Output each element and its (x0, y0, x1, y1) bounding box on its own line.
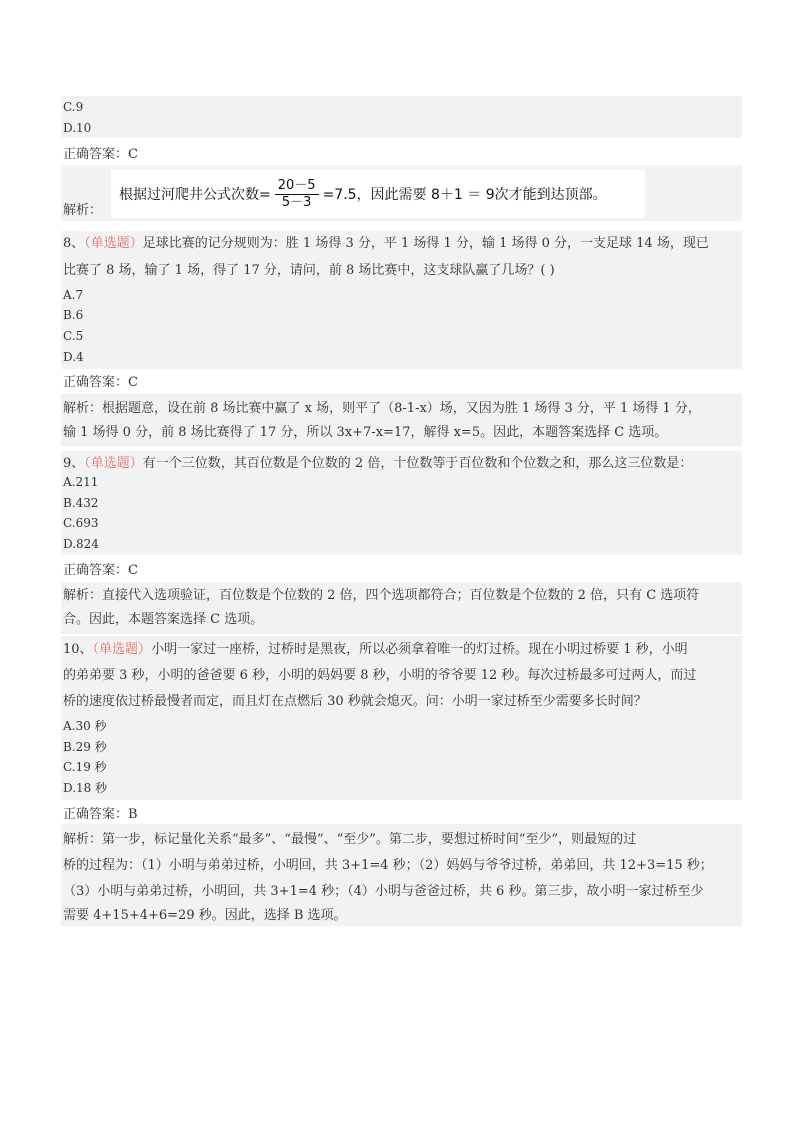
question-text: 足球比赛的记分规则为：胜 1 场得 3 分，平 1 场得 1 分，输 1 场得 0 分，一支足球 14 场，现已 (142, 236, 709, 251)
option-c: C.19 秒 (63, 760, 107, 774)
question-10-block (61, 636, 742, 800)
question-text: 小明一家过一座桥，过桥时是黑夜，所以必须拿着唯一的灯过桥。现在小明过桥要 1 秒，小明 (151, 642, 688, 657)
question-number: 9、 (63, 456, 85, 471)
formula-tail: =7.5，因此需要 8＋1 ＝ 9次才能到达顶部。 (322, 187, 607, 203)
question-type-tag: （单选题） (84, 236, 143, 251)
formula-denominator: 5－3 (281, 194, 312, 210)
analysis-line-2: 合。因此，本题答案选择 C 选项。 (63, 612, 264, 627)
option-d: D.824 (63, 537, 99, 551)
options-block (61, 96, 742, 138)
option-a: A.30 秒 (63, 719, 107, 733)
question-number: 8、 (63, 236, 85, 251)
formula-image (111, 170, 645, 218)
question-8-line-1 (63, 234, 709, 254)
analysis-line-1: 解析：根据题意，设在前 8 场比赛中赢了 x 场，则平了（8-1-x）场，又因为胜 1 场得 3 分，平 1 场得 1 分， (63, 401, 701, 416)
correct-answer: 正确答案：C (63, 147, 138, 162)
formula-fraction (275, 178, 319, 211)
question-number: 10、 (63, 642, 93, 657)
option-d: D.18 秒 (63, 781, 108, 795)
analysis-line-4: 需要 4+15+4+6=29 秒。因此，选择 B 选项。 (63, 908, 347, 923)
analysis-label: 解析： (63, 203, 103, 218)
option-a: A.7 (63, 288, 84, 302)
question-type-tag: （单选题） (84, 456, 143, 471)
option-c: C.693 (63, 516, 99, 530)
option-b: B.432 (63, 496, 99, 510)
analysis-line-3: （3）小明与弟弟过桥，小明回，共 3+1=4 秒；（4）小明与爸爸过桥，共 6 秒。第三步，故小明一家过桥至少 (63, 884, 704, 899)
question-8-line-2: 比赛了 8 场，输了 1 场，得了 17 分，请问，前 8 场比赛中，这支球队赢了几场？( ) (63, 263, 555, 278)
question-10-line-1 (63, 640, 688, 660)
analysis-line-2: 桥的过程为：（1）小明与弟弟过桥，小明回，共 3+1=4 秒；（2）妈妈与爷爷过桥，弟弟回，共 12+3=15 秒； (63, 858, 713, 873)
option-b: B.29 秒 (63, 740, 107, 754)
formula-numerator: 20－5 (275, 178, 319, 195)
option-d: D.10 (63, 121, 92, 135)
correct-answer: 正确答案：C (63, 563, 138, 578)
option-d: D.4 (63, 350, 84, 364)
correct-answer: 正确答案：B (63, 807, 138, 822)
analysis-line-1: 解析：直接代入选项验证，百位数是个位数的 2 倍，四个选项都符合；百位数是个位数的 2 倍，只有 C 选项符 (63, 588, 700, 603)
question-type-tag: （单选题） (92, 642, 152, 657)
question-10-line-2: 的弟弟要 3 秒，小明的爸爸要 6 秒，小明的妈妈要 8 秒，小明的爷爷要 12 秒。每次过桥最多可过两人，而过 (63, 668, 697, 683)
option-c: C.9 (63, 100, 84, 114)
question-9-line-1 (63, 454, 692, 474)
option-b: B.6 (63, 308, 84, 322)
formula-lead: 根据过河爬井公式次数= (119, 187, 271, 203)
question-10-line-3: 桥的速度依过桥最慢者而定，而且灯在点燃后 30 秒就会熄灭。问：小明一家过桥至少需要多长时间？ (63, 694, 647, 709)
option-a: A.211 (63, 475, 99, 489)
option-c: C.5 (63, 329, 84, 343)
analysis-line-2: 输 1 场得 0 分，前 8 场比赛得了 17 分，所以 3x+7-x=17，解得 x=5。因此，本题答案选择 C 选项。 (63, 425, 668, 440)
correct-answer: 正确答案：C (63, 375, 138, 390)
question-text: 有一个三位数，其百位数是个位数的 2 倍，十位数等于百位数和个位数之和，那么这三位数是： (142, 456, 693, 471)
analysis-line-1: 解析：第一步，标记量化关系“最多”、“最慢”、“至少”。第二步，要想过桥时间“至少”，则最短的过 (63, 832, 637, 847)
